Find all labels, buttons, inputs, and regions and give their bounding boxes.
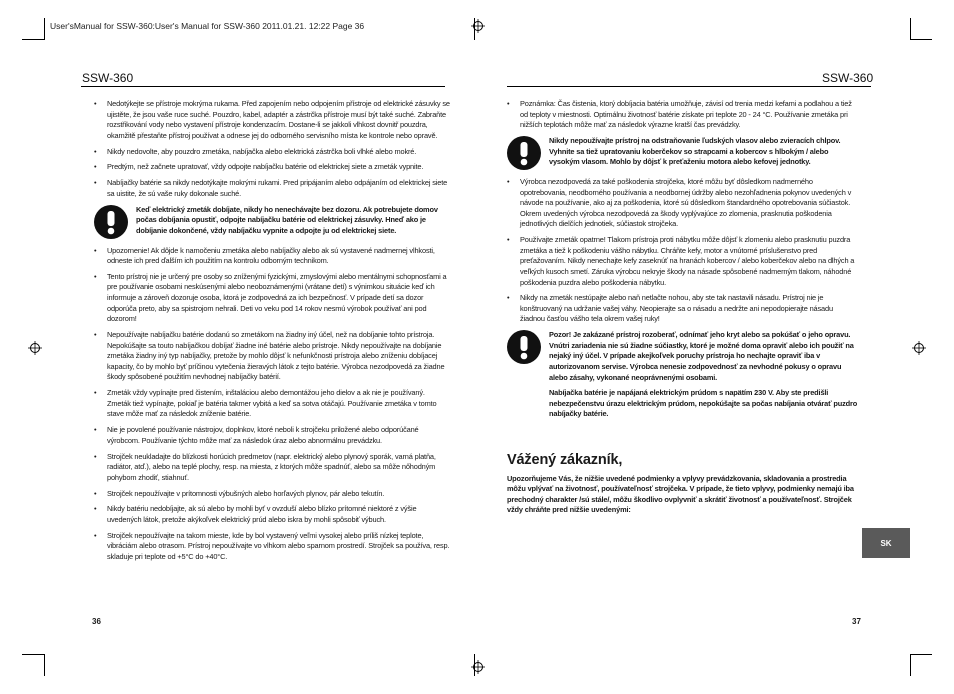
warning-block bbox=[507, 136, 859, 170]
section-body: Upozorňujeme Vás, že nižšie uvedené podmienky a vplyvy prevádzkovania, skladovania a prostredia môžu vplývať na životnosť, používateľnosť strojčeka. V prípade, že tieto vplyvy, podmienky nemajú iba prechodný charakter /sú stále/, môžu škodlivo ovplyvniť a skrátiť životnosť a používateľnosť. Strojček vždy chráňte pred nižšie uvedenými: bbox=[507, 473, 854, 515]
warning-paragraph: Nabíjačka batérie je napájaná elektrickým prúdom s napätím 230 V. Aby ste predišli nebezpečenstvu úrazu elektrickým prúdom, nepokúšajte sa počas nabíjania otvárať puzdro nabíjačky batérie. bbox=[549, 388, 858, 419]
warning-text bbox=[549, 330, 859, 425]
registration-mark-icon bbox=[28, 341, 42, 355]
exclamation-warning-icon bbox=[507, 330, 541, 364]
list-item: • Výrobca nezodpovedá za také poškodenia strojčeka, ktoré môžu byť dôsledkom nadmerného opotrebovania, neodborného používania a neodbornej údržby alebo nezohľadnenia pokynov uvedených v návode na používanie, ako aj za poškodenia, ktoré sú dôsledkom štandardného opotrebovania súčiastok. Okrem uvedených výrobca nezodpovedá za škody vyplývajúce zo zlomenia, prasknutia poškodenia jednotlivých dielčích jednotiek, súčiastok strojčeka. bbox=[507, 177, 859, 230]
language-tab: SK bbox=[862, 528, 910, 558]
crop-mark bbox=[910, 654, 911, 676]
list-item: • Nikdy nedovolte, aby pouzdro zmetáka, nabíjačka alebo elektrická zástrčka boli vlhké alebo mokré. bbox=[94, 147, 450, 158]
warning-block bbox=[94, 205, 450, 239]
page-number-right: 37 bbox=[852, 617, 861, 626]
list-item: • Používajte zmeták opatrne! Tlakom prístroja proti nábytku môže dôjsť k zlomeniu alebo prasknutiu puzdra zmetáka a tiež k poškodeniu vášho nábytku. Chráňte kefy, motor a vnútorné príslušenstvo pred preťažovaním. Nikdy nenechajte kefy zaseknúť na hranách kobercov / alebo koberčekov alebo na dlhých a veľkých kusoch smetí. Záruka výrobcu nekryje škody na násade spôsobené nadmerným tlakom, náhodné poškodenia puzdra alebo poškodenia nábytku. bbox=[507, 235, 859, 288]
section-title: Vážený zákazník, bbox=[507, 452, 623, 468]
warning-paragraph: Pozor! Je zakázané prístroj rozoberať, odnímať jeho kryt alebo sa pokúšať o jeho opravu. Vnútri zariadenia nie sú žiadne súčiastky, ktoré je možné doma opraviť alebo ich použiť na nejaký iný účel. V prípade akejkoľvek poruchy prístroja ho nechajte opraviť iba v autorizovanom servise. Výrobca nenesie zodpovednosť za nevhodné pokusy o opravu alebo zásahy, vykonané neoprávnenými osobami. bbox=[549, 330, 854, 382]
crop-mark bbox=[22, 654, 44, 655]
left-page-body bbox=[94, 99, 450, 568]
crop-mark bbox=[910, 18, 911, 40]
warning-block bbox=[507, 330, 859, 425]
page-number-left: 36 bbox=[92, 617, 101, 626]
list-item: • Strojček nepoužívajte na takom mieste, kde by bol vystavený veľmi vysokej alebo príliš nízkej teplote, vibráciám alebo otrasom. Prístroj nepoužívajte vo vlhkom alebo sparnom prostredí. Strojček sa používa, resp. skladuje pri teplote od +5°C do +40°C. bbox=[94, 531, 450, 563]
right-page-body bbox=[507, 99, 859, 516]
registration-mark-icon bbox=[912, 341, 926, 355]
print-slug: User'sManual for SSW-360:User's Manual for SSW-360 2011.01.21. 12:22 Page 36 bbox=[50, 21, 365, 31]
list-item: • Predtým, než začnete upratovať, vždy odpojte nabíjačku batérie od elektrickej siete a zmeták vypnite. bbox=[94, 162, 450, 173]
crop-mark bbox=[910, 39, 932, 40]
registration-mark-icon bbox=[471, 660, 485, 674]
exclamation-warning-icon bbox=[507, 136, 541, 170]
bullet-list bbox=[94, 246, 450, 563]
list-item: • Strojček nepoužívajte v prítomnosti výbušných alebo horľavých plynov, pár alebo tekutín. bbox=[94, 489, 450, 500]
exclamation-warning-icon bbox=[94, 205, 128, 239]
bullet-list bbox=[507, 177, 859, 325]
header-rule bbox=[507, 86, 871, 87]
header-rule bbox=[81, 86, 445, 87]
bullet-list bbox=[507, 99, 859, 131]
bullet-list bbox=[94, 99, 450, 199]
crop-mark bbox=[44, 654, 45, 676]
registration-mark-icon bbox=[471, 19, 485, 33]
list-item: • Nikdy batériu nedobíjajte, ak sú alebo by mohli byť v ovzduší alebo blízko prítomné niektoré z výšie uvedených látok, pretože akýkoľvek elektrický prúd alebo iskra by mohli spôsobiť výbuch. bbox=[94, 504, 450, 525]
list-item: • Nabíjačky batérie sa nikdy nedotýkajte mokrými rukami. Pred pripájaním alebo odpájaním od elektrickej siete sa uistite, že sú vaše ruky dokonale suché. bbox=[94, 178, 450, 199]
list-item: • Strojček neukladajte do blízkosti horúcich predmetov (napr. elektrický alebo plynový sporák, varná platňa, radiátor, atď.), alebo na teplé plochy, resp. na miesta, z ktorých môže spadnúť, alebo sa môže nőhodným pohybom zhodiť, stiahnuť. bbox=[94, 452, 450, 484]
crop-mark bbox=[44, 18, 45, 40]
list-item: • Zmeták vždy vypínajte pred čistením, inštaláciou alebo demontážou jeho dielov a ak nie je používaný. Zmeták tiež vypínajte, pokiaľ je batéria takmer vybitá a keď sa sotva otáčajú. Používanie zmetáka v tomto stave môže mať za následok zníženie batérie. bbox=[94, 388, 450, 420]
model-label-left: SSW-360 bbox=[82, 71, 134, 85]
list-item: • Nedotýkejte se přístroje mokrýma rukama. Před zapojením nebo odpojením přístroje od elektrické zásuvky se ujistěte, že jsou vaše ruce suché. Pouzdro, kabel, adaptér a zástrčka přístroje musí být také suché. Zabraňte rozstřikování vody nebo vystavení přístroje kondenzacím. Dostane-li se jakkoli vlhkost dovnitř pouzdra, okamžitě přestaňte přístroj používat a odnese jej do odborného servisního místa ke kontrole nebo opravě. bbox=[94, 99, 450, 141]
warning-text: Nikdy nepoužívajte prístroj na odstraňovanie ľudských vlasov alebo zvieracích chlpov. Vyhnite sa tiež upratovaniu koberčekov so strapcami a kobercov s hlbokým / alebo vysokým vlasom. Mohlo by dôjsť k preťaženiu motora alebo kefovej jednotky. bbox=[549, 135, 841, 167]
crop-mark bbox=[22, 39, 44, 40]
list-item: • Tento prístroj nie je určený pre osoby so zníženými fyzickými, zmyslovými alebo mentálnymi schopnosťami a pre používanie osobami neskúsenými alebo neoboznámenými (vrátane detí) s výnimkou situácie keď ich informuje a zároveň dozoruje osoba, ktorá je zodpovedná za ich bezpečnosť. V prípade detí sa dozor odporúča preto, aby sa spistrojom nehrali. Deti vo veku pod 14 rokov nesmú výrobok používať ani pod dozorom! bbox=[94, 272, 450, 325]
warning-text: Keď elektrický zmeták dobíjate, nikdy ho nenechávajte bez dozoru. Ak potrebujete domov počas dobíjania opustiť, odpojte nabíjačku batérie od elektrickej zásuvky. Hneď ako je dobíjanie dokončené, vždy nabíjačku vypnite a odpojte ju od elektrickej siete. bbox=[136, 204, 438, 235]
crop-mark bbox=[910, 654, 932, 655]
list-item: • Poznámka: Čas čistenia, ktorý dobíjacia batéria umožňuje, závisí od trenia medzi kefami a podlahou a tiež od teploty v miestnosti. Optimálnu životnosť batérie získate pri teplote 20 - 24 °C. Používanie zmetáka pri nižších teplotách môže mať za následok výrazne kratší čas prevádzky. bbox=[507, 99, 859, 131]
list-item: • Upozornenie! Ak dôjde k namočeniu zmetáka alebo nabíjačky alebo ak sú vystavené nadmernej vlhkosti, odneste ich pred ďalším ich použitím na kontrolu odborným technikom. bbox=[94, 246, 450, 267]
list-item: • Nie je povolené používanie nástrojov, doplnkov, ktoré neboli k strojčeku priložené alebo odporúčané výrobcom. Používanie týchto môže mať za následok úraz alebo abnormálnu prevádzku. bbox=[94, 425, 450, 446]
list-item: • Nikdy na zmeták nestúpajte alebo naň netlačte nohou, aby ste tak nastavili násadu. Prístroj nie je konštruovaný na udržanie vašej váhy. Neopierajte sa o násadu a nedržte ani nepodopierajte násadu žiadnou časťou vášho tela okrem vašej ruky! bbox=[507, 293, 859, 325]
model-label-right: SSW-360 bbox=[822, 71, 874, 85]
list-item: • Nepoužívajte nabíjačku batérie dodanú so zmetákom na žiadny iný účel, než na dobíjanie tohto prístroja. Nepokúšajte sa touto nabíjačkou dobíjať žiadne iné batérie alebo prístroje. Nikdy nepoužívajte na dobíjanie zmetáka žiadny iný typ nabíjačky, pretože by mohlo dôjsť k nefunkčnosti prístroja alebo zníženiu dobíjacej kapacity, čo by mohlo byť príčinou vytečenia žieravých látok z tejto batérie. Výrobca nezodpovedá za žiadne škody spôsobené použitím nevhodnej nabíjačky batérií. bbox=[94, 330, 450, 383]
